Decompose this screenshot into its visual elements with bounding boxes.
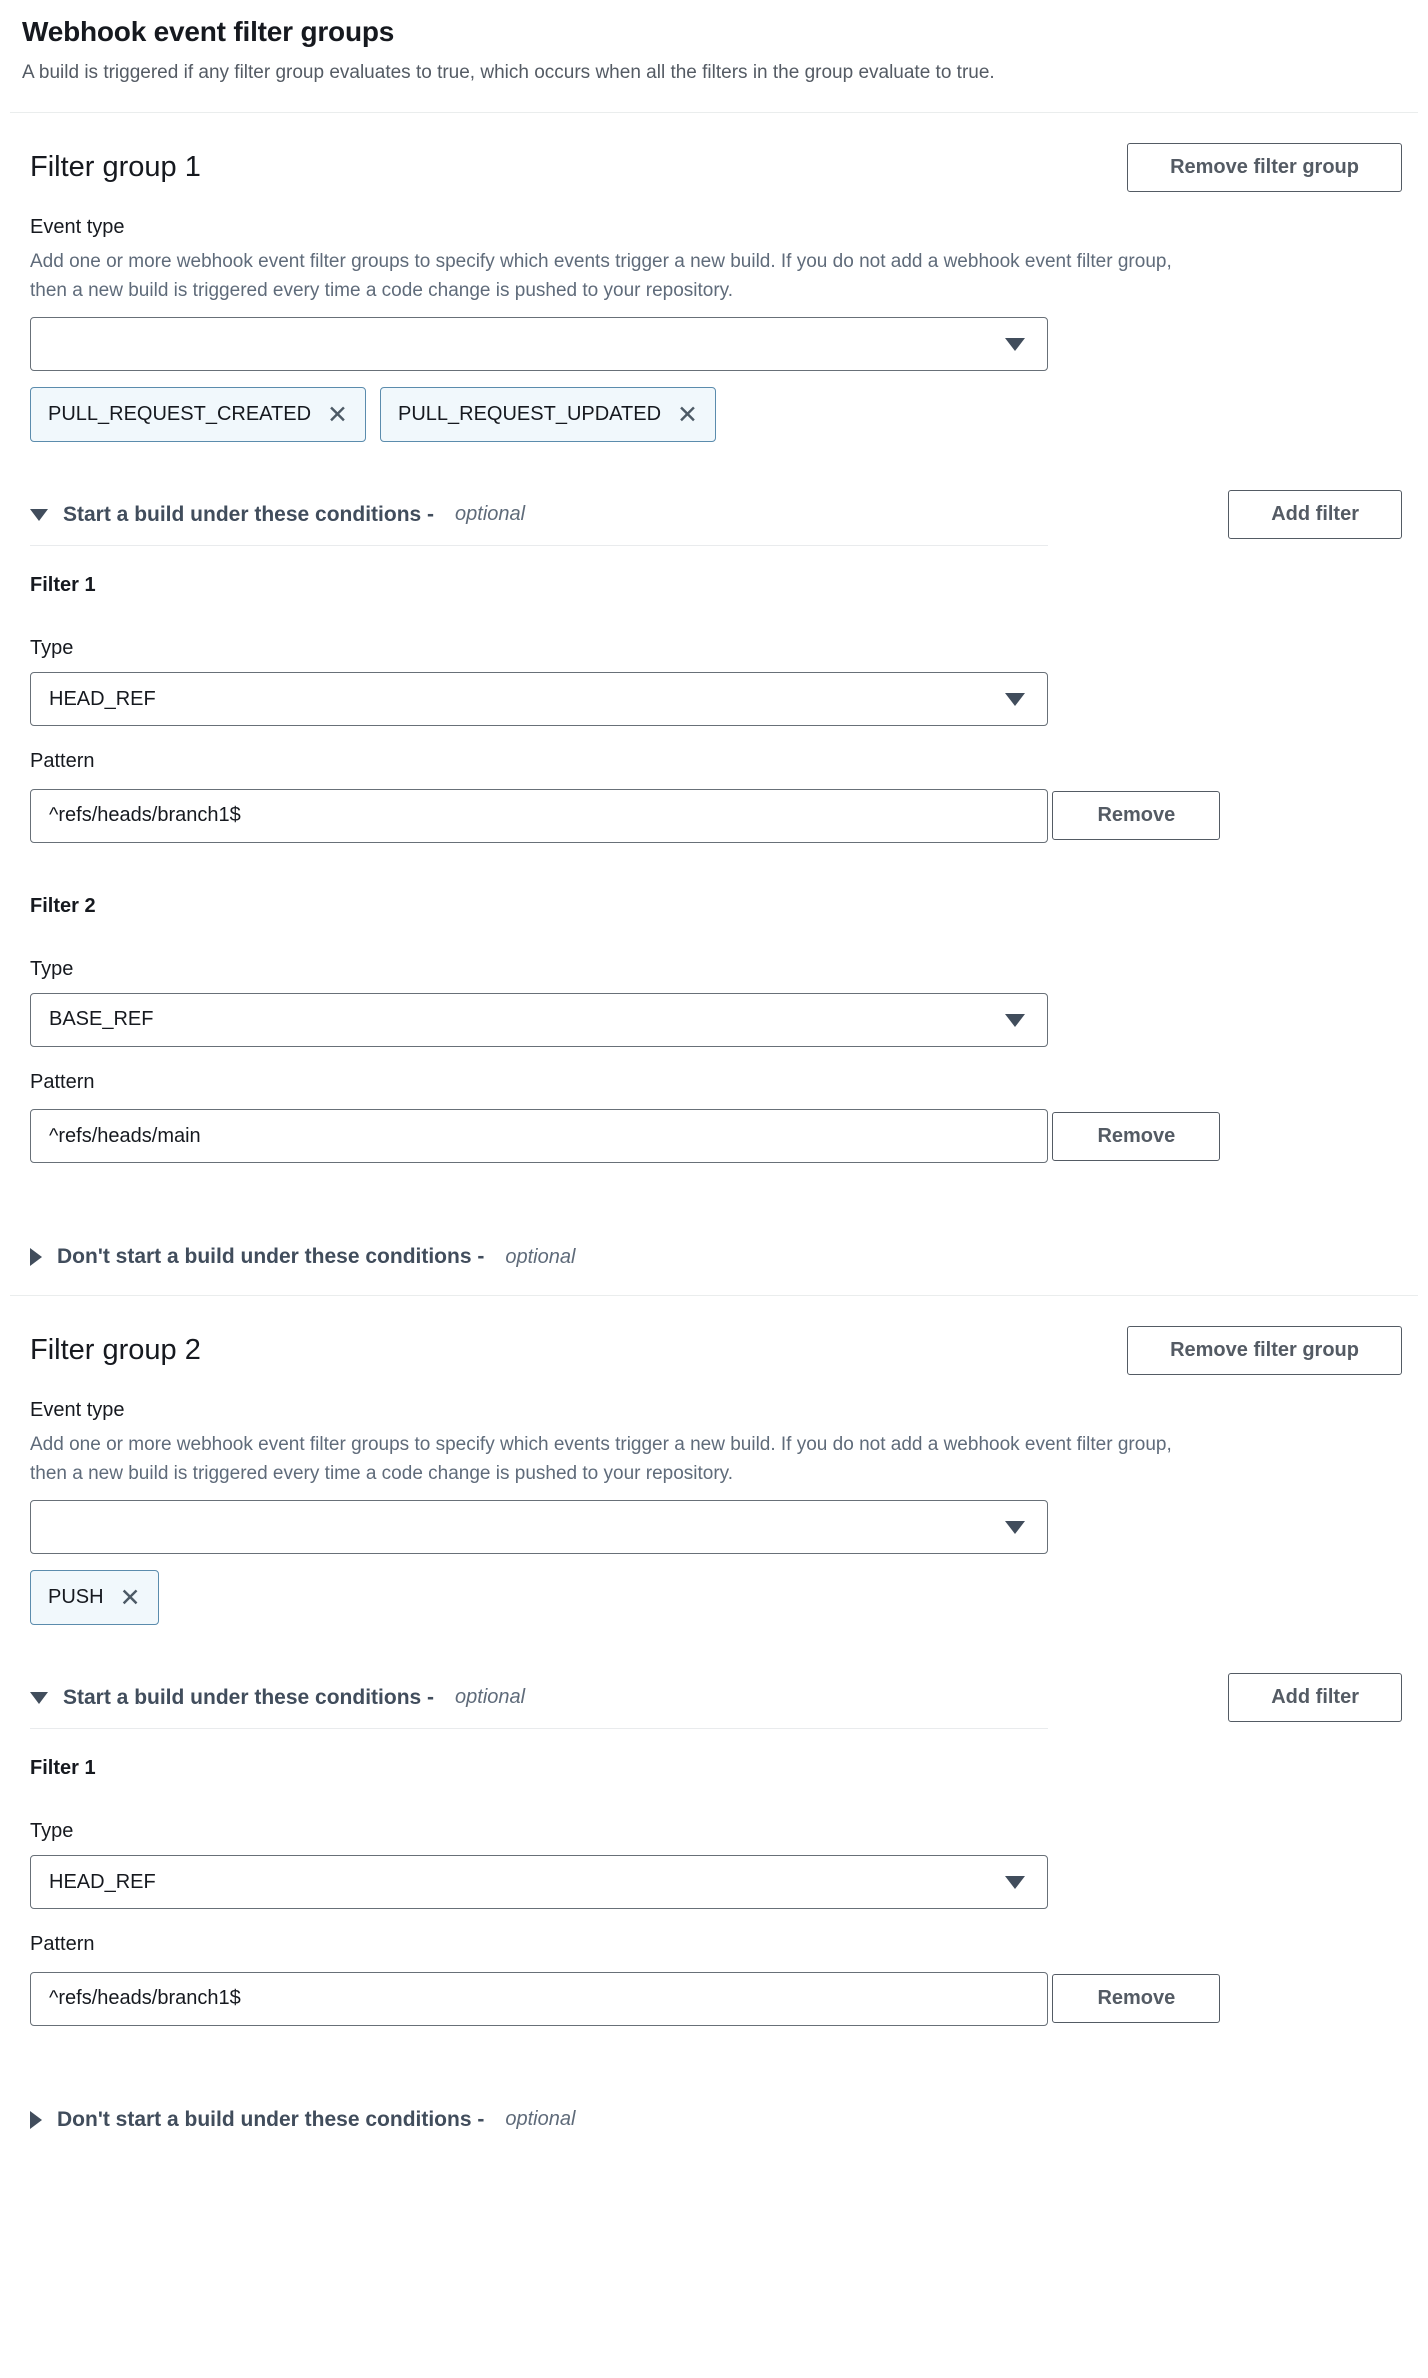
- caret-right-icon: [30, 1248, 42, 1266]
- type-label: Type: [30, 957, 74, 980]
- dismiss-token-icon[interactable]: ✕: [119, 1583, 141, 1612]
- type-select-value: HEAD_REF: [49, 1870, 156, 1893]
- token-label: PULL_REQUEST_CREATED: [48, 403, 312, 425]
- event-type-token: [380, 387, 716, 442]
- dont-start-conditions-expander[interactable]: [30, 2108, 1402, 2132]
- pattern-label: Pattern: [30, 1070, 95, 1093]
- dont-start-conditions-title: Don't start a build under these conditions -: [57, 2107, 485, 2131]
- token-label: PUSH: [48, 1586, 104, 1608]
- expander-divider: [30, 1728, 1048, 1729]
- dont-start-conditions-title: Don't start a build under these conditions -: [57, 1245, 485, 1268]
- filter-group-heading: Filter group 1: [30, 151, 201, 183]
- event-type-token-row: [30, 1570, 1402, 1625]
- start-conditions-expander[interactable]: [30, 1686, 525, 1710]
- event-type-token-row: [30, 387, 1402, 442]
- add-filter-button[interactable]: Add filter: [1228, 490, 1402, 539]
- type-select[interactable]: [30, 672, 1048, 726]
- type-select-value: HEAD_REF: [49, 687, 156, 710]
- pattern-input[interactable]: [30, 1972, 1048, 2026]
- pattern-label: Pattern: [30, 750, 95, 772]
- type-select-value: BASE_REF: [49, 1008, 154, 1030]
- event-type-description-line: then a new build is triggered every time a code change is pushed to your repository.: [30, 1463, 734, 1484]
- pattern-input[interactable]: [30, 1109, 1048, 1163]
- event-type-description: [30, 247, 1402, 305]
- section-divider: [10, 112, 1418, 113]
- event-type-select[interactable]: [30, 1500, 1048, 1554]
- token-label: PULL_REQUEST_UPDATED: [398, 403, 662, 425]
- optional-label: optional: [505, 1245, 576, 1268]
- remove-filter-group-button[interactable]: Remove filter group: [1127, 143, 1402, 192]
- start-conditions-title: Start a build under these conditions -: [63, 1685, 435, 1709]
- filter-group-heading: Filter group 2: [30, 1334, 201, 1366]
- remove-filter-group-button[interactable]: Remove filter group: [1127, 1326, 1402, 1375]
- caret-down-icon: [1005, 1521, 1025, 1534]
- filter-heading: Filter 1: [30, 574, 96, 596]
- caret-down-icon: [30, 1692, 48, 1704]
- pattern-label: Pattern: [30, 1933, 95, 1955]
- filter-heading: Filter 2: [30, 894, 96, 917]
- dismiss-token-icon[interactable]: ✕: [677, 400, 698, 429]
- event-type-description-line: then a new build is triggered every time a code change is pushed to your repository.: [30, 280, 734, 301]
- event-type-token: [30, 1570, 159, 1625]
- caret-down-icon: [1005, 1876, 1025, 1889]
- expander-divider: [30, 545, 1048, 546]
- type-label: Type: [30, 637, 74, 659]
- start-conditions-title: Start a build under these conditions -: [63, 502, 435, 526]
- event-type-description: [30, 1430, 1402, 1488]
- event-type-token: [30, 387, 366, 442]
- caret-down-icon: [1005, 1014, 1025, 1027]
- start-conditions-expander[interactable]: [30, 503, 525, 527]
- filter-group-2-section: [22, 1326, 1402, 2132]
- pattern-input[interactable]: [30, 789, 1048, 843]
- optional-label: optional: [455, 503, 526, 525]
- dont-start-conditions-expander[interactable]: [30, 1245, 1402, 1269]
- dismiss-token-icon[interactable]: ✕: [327, 400, 348, 429]
- caret-right-icon: [30, 2111, 42, 2129]
- section-divider: [10, 1295, 1418, 1296]
- type-select[interactable]: [30, 1855, 1048, 1909]
- remove-filter-button[interactable]: Remove: [1052, 1112, 1220, 1161]
- optional-label: optional: [455, 1686, 526, 1708]
- remove-filter-button[interactable]: Remove: [1052, 1974, 1220, 2023]
- filter-heading: Filter 1: [30, 1757, 96, 1779]
- filter-group-1-section: [22, 143, 1402, 1269]
- page-title: Webhook event filter groups: [22, 16, 395, 47]
- optional-label: optional: [505, 2108, 576, 2130]
- remove-filter-button[interactable]: Remove: [1052, 791, 1220, 840]
- event-type-select[interactable]: [30, 317, 1048, 371]
- event-type-label: Event type: [30, 1399, 125, 1421]
- caret-down-icon: [1005, 693, 1025, 706]
- event-type-label: Event type: [30, 216, 125, 238]
- type-select[interactable]: [30, 993, 1048, 1047]
- event-type-description-line: Add one or more webhook event filter groups to specify which events trigger a new build. If you do not add a webhook event filter group,: [30, 251, 1172, 272]
- type-label: Type: [30, 1820, 74, 1842]
- caret-down-icon: [30, 509, 48, 521]
- caret-down-icon: [1005, 338, 1025, 351]
- event-type-description-line: Add one or more webhook event filter groups to specify which events trigger a new build. If you do not add a webhook event filter group,: [30, 1434, 1172, 1455]
- add-filter-button[interactable]: Add filter: [1228, 1673, 1402, 1722]
- page-subtitle: A build is triggered if any filter group evaluates to true, which occurs when all the filters in the group evaluate to true.: [22, 62, 995, 83]
